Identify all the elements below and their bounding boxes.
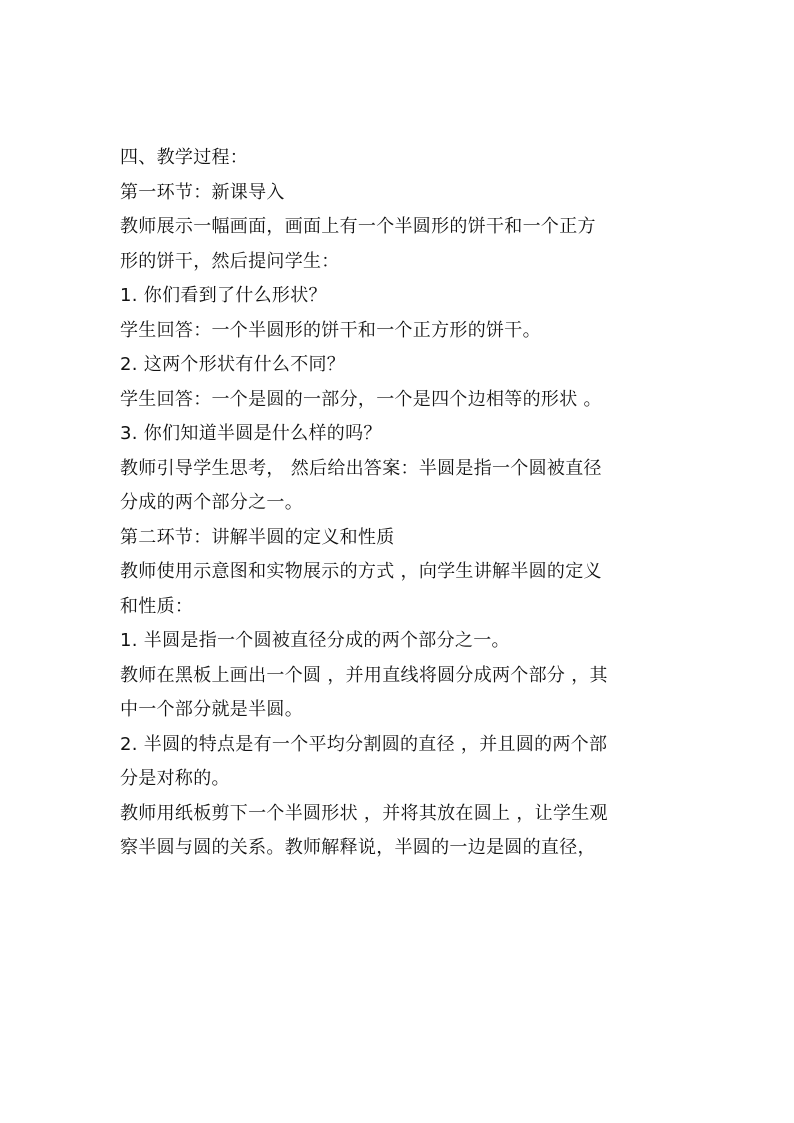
- paragraph-line: 分是对称的。: [120, 768, 230, 789]
- paragraph-line: 教师用纸板剪下一个半圆形状 ，并将其放在圆上 ，让学生观: [120, 802, 608, 824]
- student-answer: 学生回答：一个是圆的一部分，一个是四个边相等的形状 。: [120, 388, 602, 410]
- paragraph-line: 教师使用示意图和实物展示的方式 ，向学生讲解半圆的定义: [120, 561, 602, 582]
- paragraph-line: 分成的两个部分之一。: [120, 492, 303, 513]
- paragraph-line: 察半圆与圆的关系。教师解释说，半圆的一边是圆的直径，: [120, 837, 596, 858]
- paragraph-line: 教师展示一幅画面，画面上有一个半圆形的饼干和一个正方: [120, 216, 596, 237]
- paragraph-line: 教师引导学生思考， 然后给出答案：半圆是指一个圆被直径: [120, 457, 602, 479]
- paragraph-line: 中一个部分就是半圆。: [120, 699, 303, 720]
- document-body: [120, 141, 680, 866]
- section-heading: 四、教学过程：: [120, 147, 249, 168]
- paragraph-line: 教师在黑板上画出一个圆 ，并用直线将圆分成两个部分 ，其: [120, 664, 608, 686]
- question-item: 3. 你们知道半圆是什么样的吗？: [120, 423, 382, 444]
- question-item: 2. 这两个形状有什么不同？: [120, 354, 346, 375]
- numbered-point: 1. 半圆是指一个圆被直径分成的两个部分之一。: [120, 630, 510, 651]
- numbered-point: 2. 半圆的特点是有一个平均分割圆的直径 ，并且圆的两个部: [120, 733, 608, 755]
- paragraph-line: 形的饼干，然后提问学生：: [120, 250, 340, 272]
- paragraph-line: 和性质：: [120, 595, 194, 617]
- question-item: 1. 你们看到了什么形状？: [120, 285, 327, 306]
- subsection-heading: 第一环节：新课导入: [120, 181, 285, 203]
- student-answer: 学生回答：一个半圆形的饼干和一个正方形的饼干。: [120, 319, 541, 341]
- subsection-heading: 第二环节：讲解半圆的定义和性质: [120, 526, 395, 548]
